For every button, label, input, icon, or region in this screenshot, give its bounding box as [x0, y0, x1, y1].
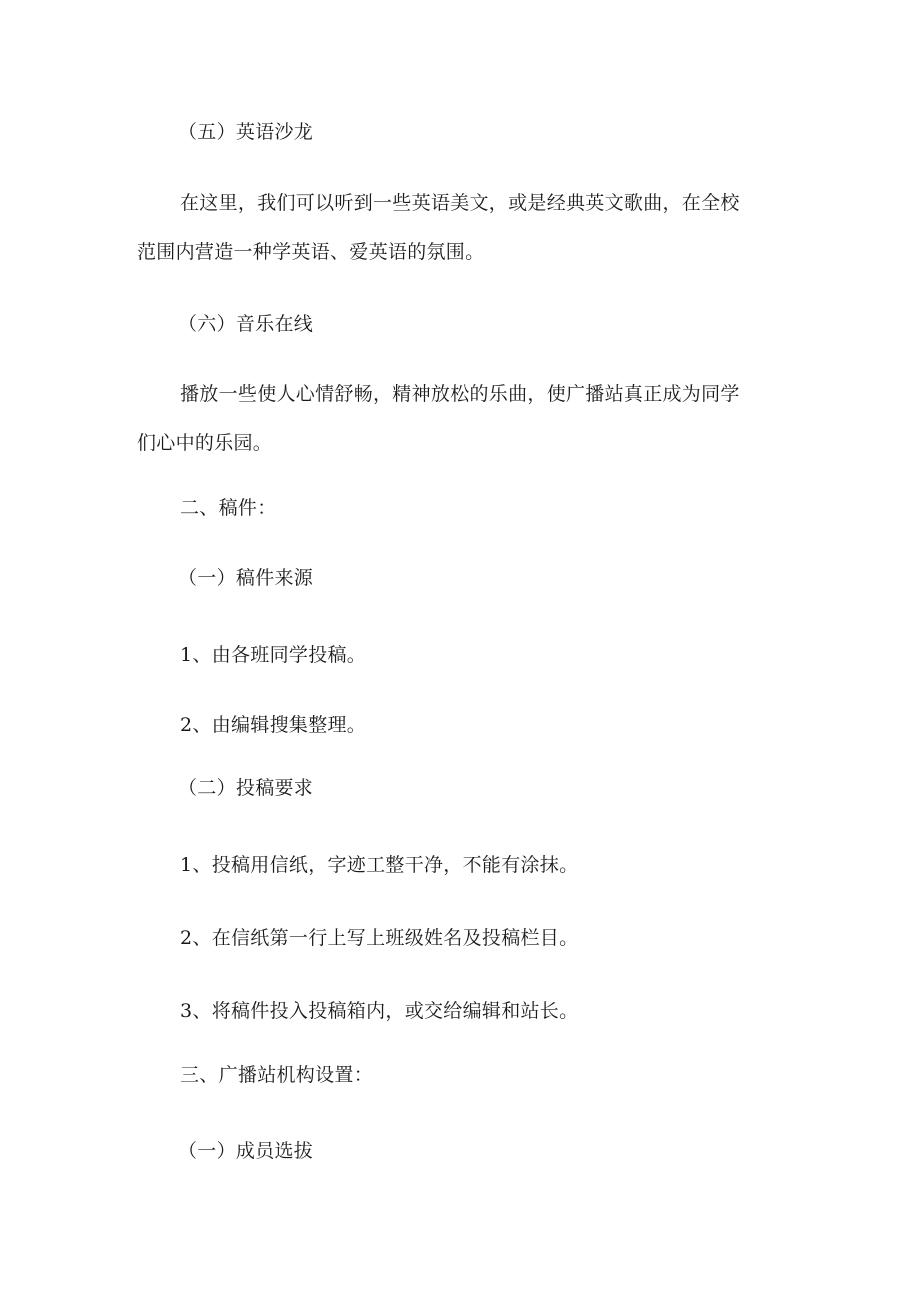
english-salon-paragraph-line2: 范围内营造一种学英语、爱英语的氛围。 — [137, 241, 485, 263]
requirement-item-2: 2、在信纸第一行上写上班级姓名及投稿栏目。 — [180, 927, 579, 949]
music-online-paragraph-line2: 们心中的乐园。 — [137, 432, 273, 454]
music-online-paragraph-line1: 播放一些使人心情舒畅，精神放松的乐曲，使广播站真正成为同学 — [180, 383, 740, 405]
music-online-heading: （六）音乐在线 — [178, 313, 314, 335]
source-item-2: 2、由编辑搜集整理。 — [180, 714, 367, 736]
english-salon-heading: （五）英语沙龙 — [178, 121, 314, 143]
member-selection-heading: （一）成员选拔 — [178, 1140, 314, 1162]
english-salon-paragraph-line1: 在这里，我们可以听到一些英语美文，或是经典英文歌曲，在全校 — [180, 192, 740, 214]
manuscript-source-heading: （一）稿件来源 — [178, 567, 314, 589]
manuscripts-heading: 二、稿件： — [180, 497, 277, 519]
submission-requirements-heading: （二）投稿要求 — [178, 777, 314, 799]
source-item-1: 1、由各班同学投稿。 — [180, 644, 367, 666]
organization-heading: 三、广播站机构设置： — [180, 1064, 374, 1086]
requirement-item-1: 1、投稿用信纸，字迹工整干净，不能有涂抹。 — [180, 854, 579, 876]
requirement-item-3: 3、将稿件投入投稿箱内，或交给编辑和站长。 — [180, 1000, 579, 1022]
